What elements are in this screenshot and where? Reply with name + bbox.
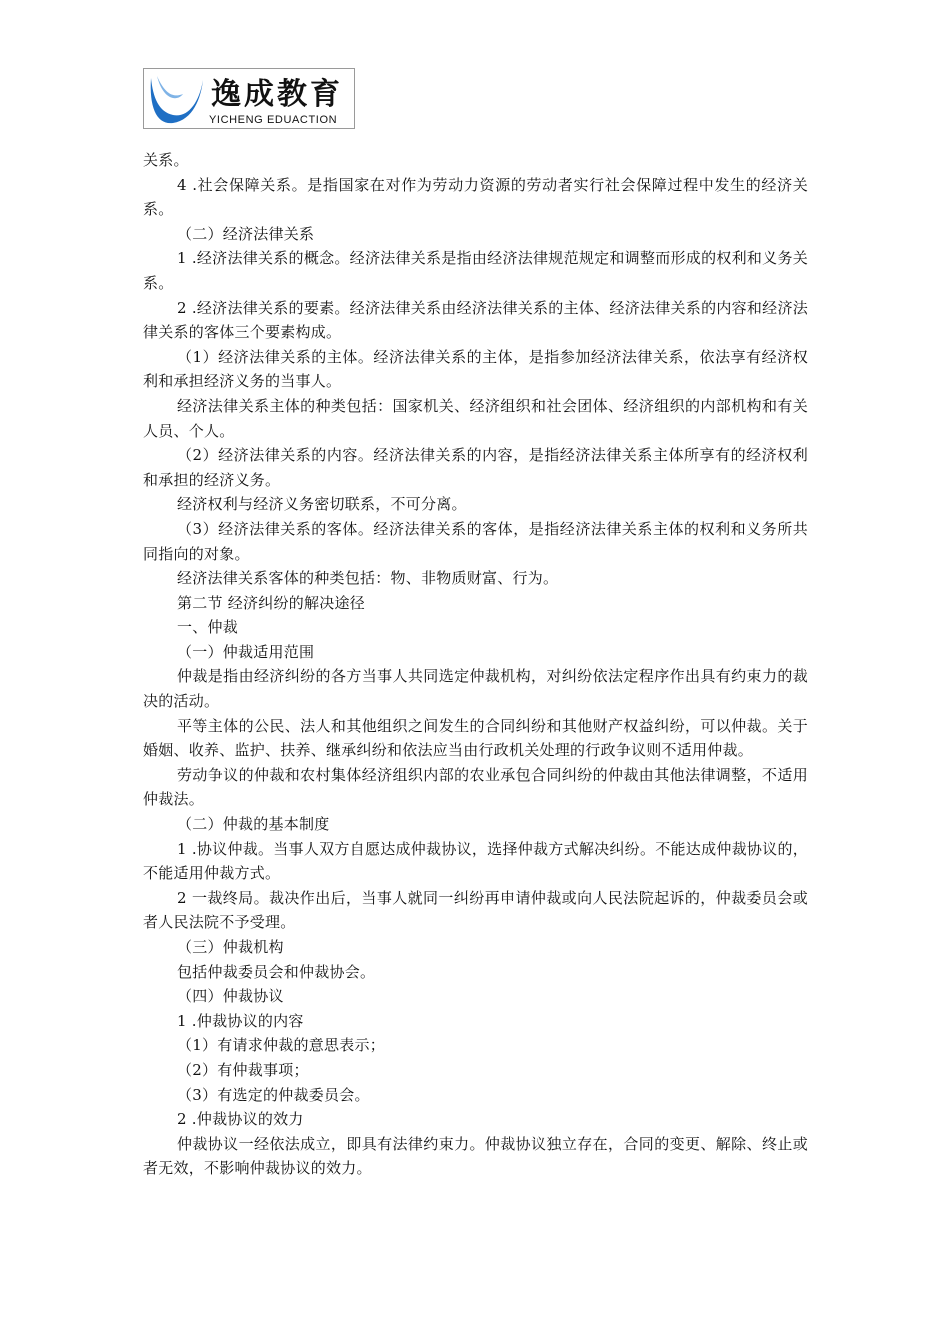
paragraph: 2 .仲裁协议的效力 [177, 1110, 304, 1129]
document-body [143, 148, 808, 1181]
paragraph: 经济权利与经济义务密切联系，不可分离。 [177, 495, 467, 514]
paragraph: （三）仲裁机构 [177, 938, 284, 956]
paragraph: 1 .经济法律关系的概念。经济法律关系是指由经济法律规范规定和调整而形成的权利和义务关系。 [143, 249, 808, 292]
paragraph: 仲裁协议一经依法成立，即具有法律约束力。仲裁协议独立存在，合同的变更、解除、终止或者无效，不影响仲裁协议的效力。 [143, 1134, 808, 1178]
paragraph: （二）经济法律关系 [177, 224, 315, 243]
paragraph: 劳动争议的仲裁和农村集体经济组织内部的农业承包合同纠纷的仲裁由其他法律调整，不适用仲裁法。 [143, 765, 808, 809]
paragraph: 1 .仲裁协议的内容 [177, 1011, 304, 1030]
paragraph: （四）仲裁协议 [177, 987, 284, 1006]
paragraph: （2）经济法律关系的内容。经济法律关系的内容，是指经济法律关系主体所享有的经济权利和承担的经济义务。 [143, 446, 808, 489]
paragraph: 关系。 [143, 151, 189, 169]
paragraph: （3）经济法律关系的客体。经济法律关系的客体，是指经济法律关系主体的权利和义务所共同指向的对象。 [143, 519, 808, 563]
paragraph: （一）仲裁适用范围 [177, 642, 315, 661]
yicheng-logo-graphic [143, 68, 355, 129]
paragraph: 一、仲裁 [177, 618, 239, 637]
paragraph: （2）有仲裁事项； [177, 1060, 309, 1079]
paragraph: 仲裁是指由经济纠纷的各方当事人共同选定仲裁机构，对纠纷依法定程序作出具有约束力的裁决的活动。 [143, 667, 808, 711]
paragraph: 2 一裁终局。裁决作出后，当事人就同一纠纷再申请仲裁或向人民法院起诉的，仲裁委员会或者人民法院不予受理。 [143, 888, 808, 932]
paragraph: （二）仲裁的基本制度 [177, 815, 330, 834]
paragraph: 经济法律关系主体的种类包括：国家机关、经济组织和社会团体、经济组织的内部机构和有关人员、个人。 [143, 396, 808, 440]
paragraph: 平等主体的公民、法人和其他组织之间发生的合同纠纷和其他财产权益纠纷，可以仲裁。关于婚姻、收养、监护、扶养、继承纠纷和依法应当由行政机关处理的行政争议则不适用仲裁。 [143, 716, 808, 760]
paragraph: 经济法律关系客体的种类包括：物、非物质财富、行为。 [177, 569, 559, 588]
company-logo [143, 68, 355, 129]
paragraph: （1）有请求仲裁的意思表示； [177, 1036, 386, 1055]
paragraph: 4 .社会保障关系。是指国家在对作为劳动力资源的劳动者实行社会保障过程中发生的经济关系。 [143, 175, 808, 219]
paragraph: 1 .协议仲裁。当事人双方自愿达成仲裁协议，选择仲裁方式解决纠纷。不能达成仲裁协议的，不能适用仲裁方式。 [143, 839, 808, 883]
logo-name-en: YICHENG EDUACTION [209, 114, 338, 126]
paragraph: 包括仲裁委员会和仲裁协会。 [177, 962, 376, 981]
paragraph: 2 .经济法律关系的要素。经济法律关系由经济法律关系的主体、经济法律关系的内容和经济法律关系的客体三个要素构成。 [143, 298, 808, 342]
paragraph: （1）经济法律关系的主体。经济法律关系的主体，是指参加经济法律关系，依法享有经济权利和承担经济义务的当事人。 [143, 347, 808, 391]
paragraph: （3）有选定的仲裁委员会。 [177, 1085, 370, 1104]
logo-name-cn: 逸成教育 [211, 77, 343, 112]
paragraph: 第二节 经济纠纷的解决途径 [177, 593, 366, 612]
